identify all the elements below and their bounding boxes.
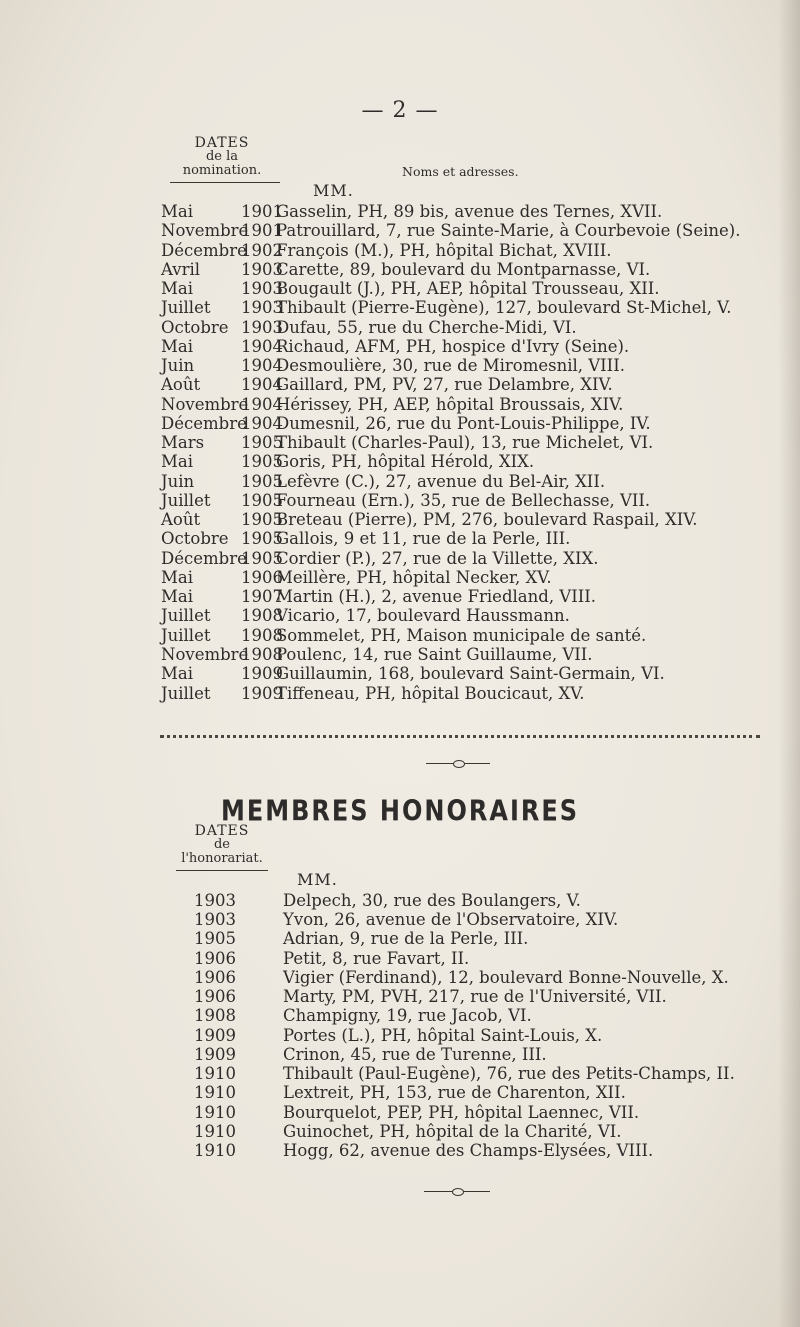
dates-heading: DATES (194, 135, 250, 151)
honorary-year: 1903 (194, 910, 236, 930)
nomination-year: 1904 (241, 336, 283, 356)
member-name-address: Gaillard, PM, PV, 27, rue Delambre, XIV. (276, 375, 613, 395)
nomination-year: 1904 (241, 375, 283, 395)
nomination-month: Août (161, 375, 201, 395)
honorary-row (0, 968, 800, 988)
honorary-year: 1908 (194, 1006, 236, 1026)
honorary-name-address: Lextreit, PH, 153, rue de Charenton, XII. (283, 1083, 626, 1103)
nomination-year: 1908 (241, 644, 283, 664)
member-name-address: Richaud, AFM, PH, hospice d'Ivry (Seine). (276, 336, 630, 356)
honorary-name-address: Yvon, 26, avenue de l'Observatoire, XIV. (283, 910, 619, 930)
nomination-month: Août (161, 510, 201, 530)
member-name-address: Meillère, PH, hôpital Necker, XV. (276, 567, 552, 587)
nomination-year: 1909 (241, 683, 283, 703)
nomination-month: Mai (161, 336, 194, 356)
member-row (0, 606, 800, 626)
member-row (0, 260, 800, 280)
member-name-address: François (M.), PH, hôpital Bichat, XVIII. (276, 240, 612, 260)
member-name-address: Dufau, 55, rue du Cherche-Midi, VI. (276, 317, 577, 337)
member-row (0, 491, 800, 511)
names-addresses-header: Noms et adresses. (402, 164, 519, 179)
member-name-address: Tiffeneau, PH, hôpital Boucicaut, XV. (276, 683, 585, 703)
nomination-month: Octobre (161, 529, 229, 549)
nomination-year: 1905 (241, 471, 283, 491)
member-row (0, 645, 800, 665)
honorary-year: 1906 (194, 967, 236, 987)
honorary-row (0, 910, 800, 930)
member-name-address: Patrouillard, 7, rue Sainte-Marie, à Courbevoie (Seine). (276, 221, 741, 241)
nomination-year: 1905 (241, 490, 283, 510)
honorary-name-address: Guinochet, PH, hôpital de la Charité, VI. (283, 1121, 622, 1141)
member-name-address: Cordier (P.), 27, rue de la Villette, XIX. (276, 548, 599, 568)
nomination-month: Mai (161, 279, 194, 299)
nomination-month: Avril (161, 259, 201, 279)
nomination-month: Mai (161, 664, 194, 684)
hon-header-rule (176, 870, 268, 871)
member-name-address: Goris, PH, hôpital Hérold, XIX. (276, 452, 535, 472)
member-row (0, 241, 800, 261)
nomination-year: 1905 (241, 510, 283, 530)
nomination-month: Juillet (161, 298, 211, 318)
honorary-year: 1903 (194, 891, 236, 910)
honorary-name-address: Bourquelot, PEP, PH, hôpital Laennec, VII. (283, 1102, 640, 1122)
nomination-year: 1905 (241, 548, 283, 568)
member-row (0, 375, 800, 395)
nomination-year: 1903 (241, 259, 283, 279)
member-row (0, 684, 800, 704)
nomination-year: 1904 (241, 356, 283, 376)
member-name-address: Thibault (Charles-Paul), 13, rue Michelet, VI. (276, 433, 654, 453)
member-row (0, 414, 800, 434)
nomination-year: 1905 (241, 433, 283, 453)
member-row (0, 433, 800, 453)
member-name-address: Fourneau (Ern.), 35, rue de Bellechasse, VII. (276, 490, 651, 510)
dates-subheading-2: nomination. (182, 163, 262, 178)
member-name-address: Poulenc, 14, rue Saint Guillaume, VII. (276, 644, 593, 664)
nomination-month: Novembre (161, 394, 249, 414)
honorary-row (0, 1045, 800, 1065)
honorary-row (0, 987, 800, 1007)
honorary-year: 1906 (194, 987, 236, 1007)
page-number: — 2 — (361, 98, 439, 123)
nomination-month: Juin (161, 471, 195, 491)
member-row (0, 202, 800, 222)
member-row (0, 587, 800, 607)
member-row (0, 529, 800, 549)
nomination-month: Décembre (161, 413, 247, 433)
member-row (0, 298, 800, 318)
nomination-month: Décembre (161, 548, 247, 568)
honorary-name-address: Crinon, 45, rue de Turenne, III. (283, 1044, 547, 1064)
member-name-address: Gasselin, PH, 89 bis, avenue des Ternes, XVII. (276, 202, 663, 221)
member-row (0, 395, 800, 415)
nomination-month: Novembre (161, 644, 249, 664)
member-name-address: Dumesnil, 26, rue du Pont-Louis-Philippe, IV. (276, 413, 651, 433)
nomination-year: 1903 (241, 279, 283, 299)
honorary-name-address: Delpech, 30, rue des Boulangers, V. (283, 891, 581, 910)
member-row (0, 664, 800, 684)
member-row (0, 452, 800, 472)
member-name-address: Guillaumin, 168, boulevard Saint-Germain, VI. (276, 664, 665, 684)
honorary-name-address: Hogg, 62, avenue des Champs-Elysées, VIII. (283, 1140, 654, 1160)
honorary-name-address: Champigny, 19, rue Jacob, VI. (283, 1006, 532, 1026)
member-row (0, 626, 800, 646)
honorary-name-address: Adrian, 9, rue de la Perle, III. (283, 929, 529, 949)
hon-dates-subheading-2: l'honorariat. (181, 851, 263, 866)
nomination-year: 1903 (241, 298, 283, 318)
honorary-row (0, 1026, 800, 1046)
member-name-address: Sommelet, PH, Maison municipale de santé. (276, 625, 647, 645)
nomination-dates-header (170, 136, 274, 183)
honorary-row (0, 1083, 800, 1103)
honorary-name-address: Portes (L.), PH, hôpital Saint-Louis, X. (283, 1025, 603, 1045)
honorary-row (0, 1122, 800, 1142)
member-name-address: Breteau (Pierre), PM, 276, boulevard Raspail, XIV. (276, 510, 698, 530)
nomination-month: Juillet (161, 606, 211, 626)
honorary-members-title: MEMBRES HONORAIRES (220, 794, 580, 828)
nomination-month: Mai (161, 452, 194, 472)
honorary-name-address: Vigier (Ferdinand), 12, boulevard Bonne-Nouvelle, X. (283, 967, 729, 987)
member-name-address: Hérissey, PH, AEP, hôpital Broussais, XIV. (276, 394, 624, 414)
dotted-separator (160, 735, 760, 744)
mm-label: MM. (313, 181, 354, 200)
nomination-month: Novembre (161, 221, 249, 241)
member-name-address: Bougault (J.), PH, AEP, hôpital Trousseau, XII. (276, 279, 660, 299)
nomination-year: 1901 (241, 221, 283, 241)
honorary-row (0, 1141, 800, 1161)
hon-mm-label: MM. (297, 870, 338, 889)
nomination-year: 1905 (241, 529, 283, 549)
member-name-address: Desmoulière, 30, rue de Miromesnil, VIII. (276, 356, 625, 376)
header-rule (170, 182, 280, 183)
member-name-address: Vicario, 17, boulevard Haussmann. (276, 606, 570, 626)
hon-dates-subheading: de (213, 837, 230, 852)
nomination-month: Mai (161, 202, 194, 221)
honorary-year: 1905 (194, 929, 236, 949)
nomination-month: Juillet (161, 490, 211, 510)
honorary-year: 1909 (194, 1044, 236, 1064)
member-name-address: Thibault (Pierre-Eugène), 127, boulevard St-Michel, V. (276, 298, 732, 318)
honorary-name-address: Thibault (Paul-Eugène), 76, rue des Petits-Champs, II. (283, 1064, 735, 1084)
nomination-year: 1907 (241, 587, 283, 607)
nomination-year: 1904 (241, 413, 283, 433)
honorary-name-address: Marty, PM, PVH, 217, rue de l'Université, VII. (283, 987, 667, 1007)
honorary-row (0, 929, 800, 949)
honorary-year: 1910 (194, 1083, 236, 1103)
nomination-year: 1909 (241, 664, 283, 684)
honorary-year: 1910 (194, 1064, 236, 1084)
member-row (0, 510, 800, 530)
member-row (0, 568, 800, 588)
nomination-month: Mai (161, 567, 194, 587)
nomination-year: 1901 (241, 202, 283, 221)
nomination-year: 1902 (241, 240, 283, 260)
nomination-month: Décembre (161, 240, 247, 260)
honorary-row (0, 1064, 800, 1084)
nomination-year: 1903 (241, 317, 283, 337)
nomination-month: Mai (161, 587, 194, 607)
member-name-address: Carette, 89, boulevard du Montparnasse, VI. (276, 259, 651, 279)
member-row (0, 356, 800, 376)
dates-subheading: de la (205, 149, 239, 164)
honorary-name-address: Petit, 8, rue Favart, II. (283, 948, 470, 968)
member-row (0, 279, 800, 299)
nomination-year: 1908 (241, 606, 283, 626)
member-row (0, 221, 800, 241)
nomination-month: Juillet (161, 683, 211, 703)
honorary-year: 1910 (194, 1121, 236, 1141)
member-name-address: Martin (H.), 2, avenue Friedland, VIII. (276, 587, 597, 607)
honorary-row (0, 1103, 800, 1123)
honorary-year: 1906 (194, 948, 236, 968)
honorary-row (0, 949, 800, 969)
member-row (0, 549, 800, 569)
hon-dates-heading: DATES (194, 823, 250, 839)
nomination-month: Octobre (161, 317, 229, 337)
ornament-divider (426, 760, 490, 768)
nomination-year: 1908 (241, 625, 283, 645)
member-row (0, 318, 800, 338)
nomination-year: 1905 (241, 452, 283, 472)
ornament-divider-end (424, 1188, 490, 1196)
member-name-address: Lefèvre (C.), 27, avenue du Bel-Air, XII. (276, 471, 606, 491)
member-row (0, 337, 800, 357)
honorary-row (0, 1006, 800, 1026)
nomination-year: 1906 (241, 567, 283, 587)
member-row (0, 472, 800, 492)
nomination-month: Juin (161, 356, 195, 376)
nomination-month: Mars (161, 433, 205, 453)
honorary-year: 1910 (194, 1140, 236, 1160)
honorary-year: 1910 (194, 1102, 236, 1122)
member-name-address: Gallois, 9 et 11, rue de la Perle, III. (276, 529, 571, 549)
honorary-row (0, 891, 800, 911)
nomination-month: Juillet (161, 625, 211, 645)
honorary-year: 1909 (194, 1025, 236, 1045)
honorary-dates-header (168, 824, 276, 871)
nomination-year: 1904 (241, 394, 283, 414)
